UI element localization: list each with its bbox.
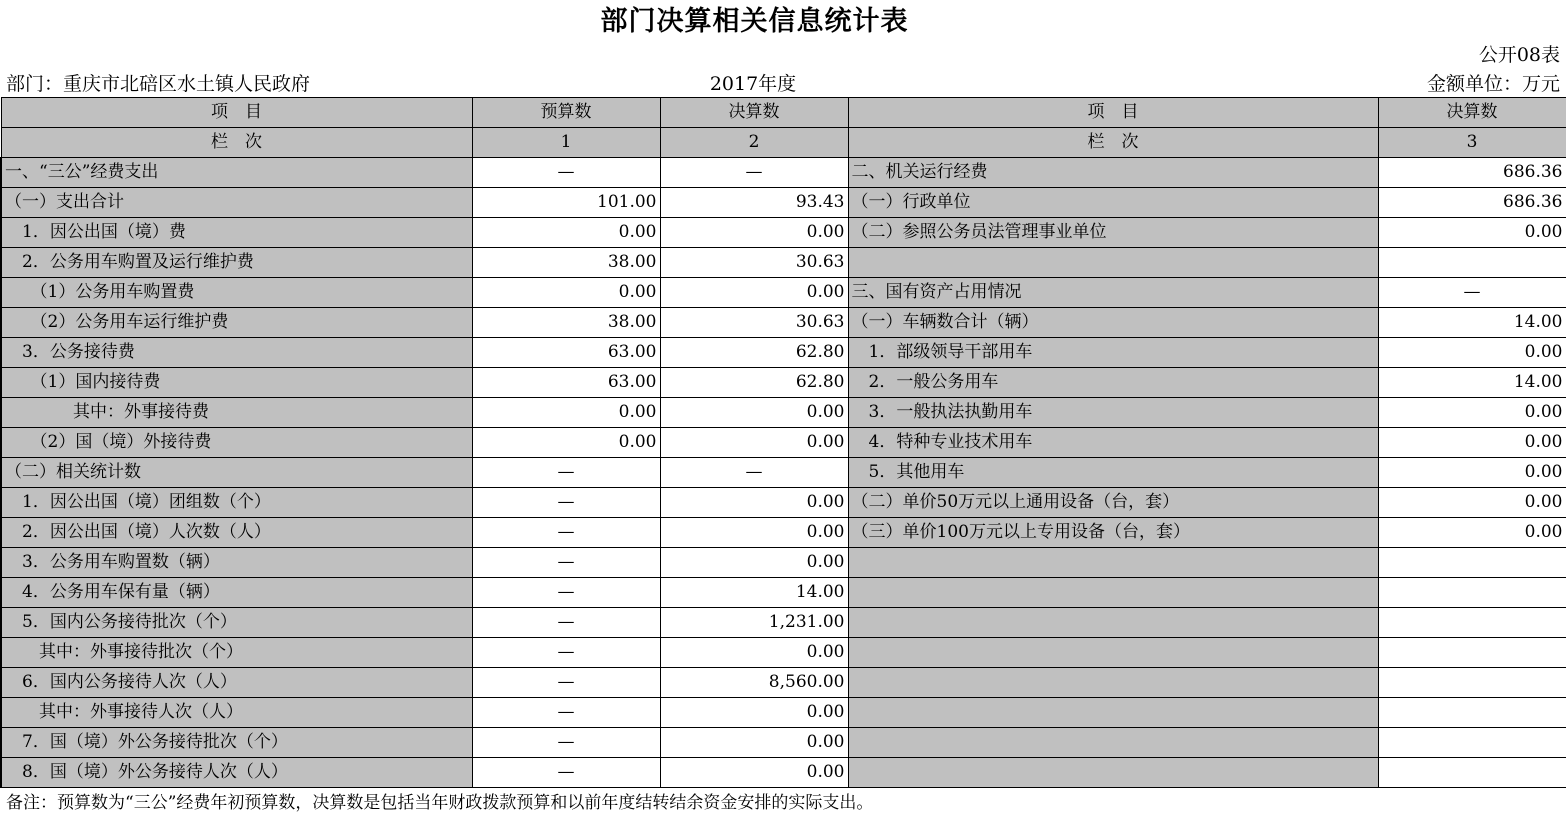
- row-item-label: （1）国内接待费: [1, 368, 472, 398]
- row-item-label-right: [848, 668, 1378, 698]
- row-final-value-right: 14.00: [1378, 368, 1566, 398]
- row-budget-value: 0.00: [472, 428, 660, 458]
- header-item: 项 目: [1, 98, 472, 128]
- table-row: [1, 278, 1566, 308]
- row-item-label-right: [848, 548, 1378, 578]
- table-row: [1, 758, 1566, 788]
- row-final-value: 0.00: [660, 548, 848, 578]
- row-item-label: （2）国（境）外接待费: [1, 428, 472, 458]
- row-final-value-right: 0.00: [1378, 518, 1566, 548]
- table-row: [1, 728, 1566, 758]
- form-number: 公开08表: [1478, 44, 1560, 66]
- row-budget-value: 63.00: [472, 368, 660, 398]
- row-final-value-right: 0.00: [1378, 488, 1566, 518]
- row-final-value: 0.00: [660, 638, 848, 668]
- row-final-value-right: 686.36: [1378, 188, 1566, 218]
- footnote: 备注：预算数为“三公”经费年初预算数，决算数是包括当年财政拨款预算和以前年度结转结余资金安排的实际支出。: [6, 793, 874, 813]
- row-final-value: 0.00: [660, 428, 848, 458]
- row-final-value: —: [660, 458, 848, 488]
- row-final-value-right: [1378, 248, 1566, 278]
- row-budget-value: —: [472, 518, 660, 548]
- row-item-label-right: [848, 608, 1378, 638]
- row-final-value-right: 0.00: [1378, 338, 1566, 368]
- row-item-label: （二）相关统计数: [1, 458, 472, 488]
- row-budget-value: 38.00: [472, 308, 660, 338]
- table-row: [1, 668, 1566, 698]
- table-row: [1, 578, 1566, 608]
- table-row: [1, 488, 1566, 518]
- row-item-label: 6．国内公务接待人次（人）: [1, 668, 472, 698]
- row-final-value: 1,231.00: [660, 608, 848, 638]
- row-item-label: 4．公务用车保有量（辆）: [1, 578, 472, 608]
- table-row: [1, 608, 1566, 638]
- row-final-value-right: 14.00: [1378, 308, 1566, 338]
- row-item-label-right: 5．其他用车: [848, 458, 1378, 488]
- row-item-label: 1．因公出国（境）团组数（个）: [1, 488, 472, 518]
- row-budget-value: —: [472, 698, 660, 728]
- row-budget-value: —: [472, 728, 660, 758]
- row-final-value: 8,560.00: [660, 668, 848, 698]
- row-item-label-right: （一）车辆数合计（辆）: [848, 308, 1378, 338]
- row-final-value-right: 0.00: [1378, 428, 1566, 458]
- header-final: 决算数: [660, 98, 848, 128]
- row-item-label-right: 1．部级领导干部用车: [848, 338, 1378, 368]
- page-title: 部门决算相关信息统计表: [600, 6, 909, 37]
- row-final-value: 0.00: [660, 218, 848, 248]
- row-item-label-right: （三）单价100万元以上专用设备（台，套）: [848, 518, 1378, 548]
- row-final-value-right: 686.36: [1378, 158, 1566, 188]
- row-item-label-right: [848, 638, 1378, 668]
- row-item-label-right: （二）参照公务员法管理事业单位: [848, 218, 1378, 248]
- row-item-label: 2．因公出国（境）人次数（人）: [1, 518, 472, 548]
- row-final-value-right: [1378, 548, 1566, 578]
- header-row: [1, 98, 1566, 128]
- table-row: [1, 338, 1566, 368]
- row-item-label: （一）支出合计: [1, 188, 472, 218]
- row-item-label-right: [848, 728, 1378, 758]
- row-item-label: 2．公务用车购置及运行维护费: [1, 248, 472, 278]
- row-final-value-right: [1378, 668, 1566, 698]
- row-final-value: 0.00: [660, 278, 848, 308]
- row-final-value: 0.00: [660, 518, 848, 548]
- table-row: [1, 158, 1566, 188]
- row-budget-value: —: [472, 668, 660, 698]
- row-budget-value: —: [472, 548, 660, 578]
- row-item-label: 其中：外事接待费: [1, 398, 472, 428]
- row-final-value-right: —: [1378, 278, 1566, 308]
- table-row: [1, 638, 1566, 668]
- row-final-value: 62.80: [660, 338, 848, 368]
- row-final-value-right: 0.00: [1378, 218, 1566, 248]
- row-item-label-right: [848, 578, 1378, 608]
- row-item-label: 8．国（境）外公务接待人次（人）: [1, 758, 472, 788]
- row-item-label: 3．公务接待费: [1, 338, 472, 368]
- row-budget-value: —: [472, 758, 660, 788]
- row-final-value-right: [1378, 728, 1566, 758]
- row-item-label-right: [848, 248, 1378, 278]
- department-label: 部门：重庆市北碚区水土镇人民政府: [6, 73, 311, 95]
- row-budget-value: —: [472, 488, 660, 518]
- row-final-value: 30.63: [660, 308, 848, 338]
- row-final-value-right: [1378, 638, 1566, 668]
- row-budget-value: —: [472, 608, 660, 638]
- row-final-value: 0.00: [660, 728, 848, 758]
- table-row: [1, 188, 1566, 218]
- row-final-value-right: [1378, 608, 1566, 638]
- row-budget-value: —: [472, 578, 660, 608]
- row-item-label-right: [848, 758, 1378, 788]
- table-row: [1, 548, 1566, 578]
- statistics-table: [0, 97, 1566, 788]
- row-final-value: 93.43: [660, 188, 848, 218]
- column-label: 栏 次: [1, 128, 472, 158]
- header-final-right: 决算数: [1378, 98, 1566, 128]
- table-row: [1, 308, 1566, 338]
- row-final-value: 0.00: [660, 488, 848, 518]
- header-budget: 预算数: [472, 98, 660, 128]
- row-final-value: 0.00: [660, 758, 848, 788]
- row-item-label: （2）公务用车运行维护费: [1, 308, 472, 338]
- row-item-label: 其中：外事接待批次（个）: [1, 638, 472, 668]
- row-budget-value: —: [472, 158, 660, 188]
- column-index-3: 3: [1378, 128, 1566, 158]
- row-item-label-right: 三、国有资产占用情况: [848, 278, 1378, 308]
- header-item-right: 项 目: [848, 98, 1378, 128]
- amount-unit: 金额单位：万元: [1426, 73, 1560, 95]
- row-item-label: 7．国（境）外公务接待批次（个）: [1, 728, 472, 758]
- row-budget-value: 101.00: [472, 188, 660, 218]
- row-budget-value: 0.00: [472, 398, 660, 428]
- row-item-label-right: 二、机关运行经费: [848, 158, 1378, 188]
- row-final-value: —: [660, 158, 848, 188]
- table-row: [1, 218, 1566, 248]
- row-final-value: 0.00: [660, 698, 848, 728]
- row-final-value: 62.80: [660, 368, 848, 398]
- table-row: [1, 368, 1566, 398]
- column-index-1: 1: [472, 128, 660, 158]
- row-item-label-right: [848, 698, 1378, 728]
- row-item-label: 其中：外事接待人次（人）: [1, 698, 472, 728]
- fiscal-year: 2017年度: [709, 73, 797, 95]
- row-budget-value: 0.00: [472, 218, 660, 248]
- table-row: [1, 518, 1566, 548]
- row-budget-value: —: [472, 638, 660, 668]
- row-final-value: 30.63: [660, 248, 848, 278]
- row-item-label-right: （二）单价50万元以上通用设备（台，套）: [848, 488, 1378, 518]
- row-final-value-right: 0.00: [1378, 458, 1566, 488]
- row-final-value: 0.00: [660, 398, 848, 428]
- row-item-label: （1）公务用车购置费: [1, 278, 472, 308]
- table-row: [1, 698, 1566, 728]
- table-row: [1, 458, 1566, 488]
- row-item-label-right: 2．一般公务用车: [848, 368, 1378, 398]
- column-label-right: 栏 次: [848, 128, 1378, 158]
- row-final-value-right: [1378, 578, 1566, 608]
- table-row: [1, 428, 1566, 458]
- row-item-label-right: 3．一般执法执勤用车: [848, 398, 1378, 428]
- table-row: [1, 398, 1566, 428]
- row-item-label-right: 4．特种专业技术用车: [848, 428, 1378, 458]
- row-budget-value: 38.00: [472, 248, 660, 278]
- table-row: [1, 248, 1566, 278]
- row-final-value-right: 0.00: [1378, 398, 1566, 428]
- row-item-label: 5．国内公务接待批次（个）: [1, 608, 472, 638]
- row-budget-value: 63.00: [472, 338, 660, 368]
- row-final-value: 14.00: [660, 578, 848, 608]
- row-item-label: 一、“三公”经费支出: [1, 158, 472, 188]
- row-item-label: 1．因公出国（境）费: [1, 218, 472, 248]
- row-item-label-right: （一）行政单位: [848, 188, 1378, 218]
- column-index-2: 2: [660, 128, 848, 158]
- row-item-label: 3．公务用车购置数（辆）: [1, 548, 472, 578]
- row-budget-value: —: [472, 458, 660, 488]
- row-final-value-right: [1378, 758, 1566, 788]
- row-budget-value: 0.00: [472, 278, 660, 308]
- column-index-row: [1, 128, 1566, 158]
- row-final-value-right: [1378, 698, 1566, 728]
